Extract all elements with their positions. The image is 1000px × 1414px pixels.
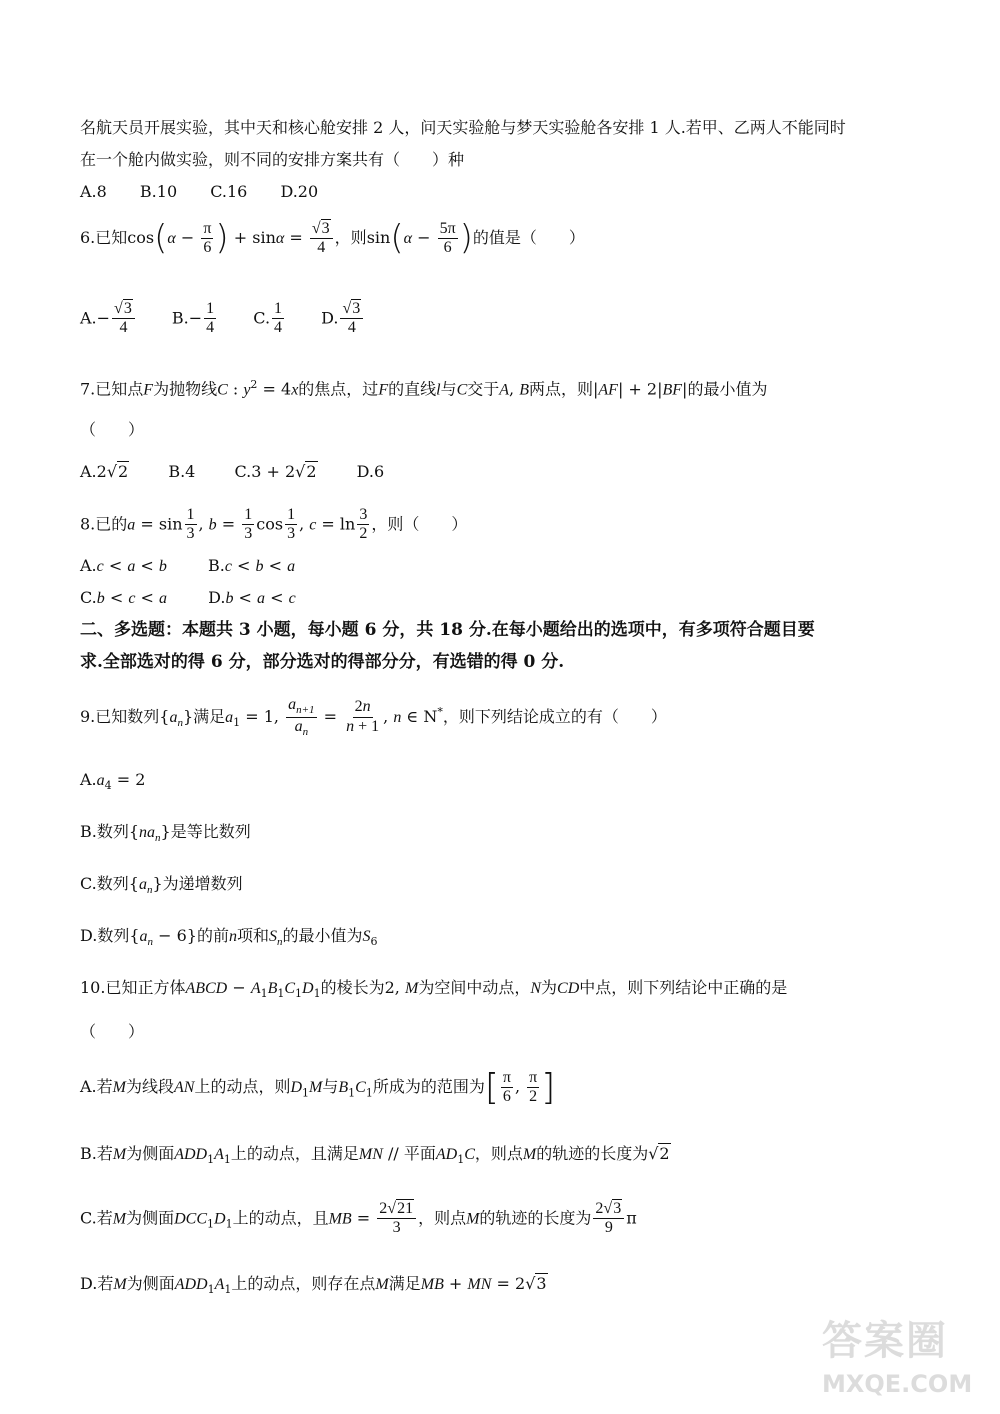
q9-option-c: C.数列$\{a_n\}$为递增数列: [80, 874, 243, 897]
q6-stem: 6.已知cos(α − $\frac{\pi}{6}$ ) + sinα = $\frac{√3}{4}$ ，则sin(α − $\frac{5\pi}{6}$ )的值是（ ）: [80, 218, 585, 258]
q7-option-c: C.3 + 2√2: [234, 462, 317, 481]
q10-option-d: D.若M为侧面$ADD_1A_1$上的动点，则存在点M满足MB + MN = 2√3: [80, 1274, 547, 1297]
q6-options: [80, 300, 365, 338]
section-heading-line2: 求.全部选对的得 6 分，部分选对的得部分分，有选错的得 0 分.: [80, 652, 565, 672]
q8-options-row1: [80, 556, 295, 576]
q8-stem: 8.已的a = sin $\frac{1}{3}$ , b = $\frac{1}{3}$ cos $\frac{1}{3}$ , c = ln $\frac{3}{2}$ ，则（ ）: [80, 506, 468, 543]
q5-option-a: A.8: [80, 182, 107, 201]
q5-options: [80, 182, 318, 201]
q9-option-a: $A.a_4 = 2$: [80, 770, 146, 793]
q7-options: [80, 462, 384, 481]
q10-stem: 10.已知正方体ABCD − $A_1B_1C_1D_1$的棱长为2, M为空间中动点，N为CD中点，则下列结论中正确的是: [80, 978, 788, 1001]
q5-line2: 在一个舱内做实验，则不同的安排方案共有（ ）种: [80, 150, 465, 169]
q7-paren: （ ）: [80, 420, 145, 439]
q10-option-c: C.若M为侧面$DCC_1D_1$上的动点，且MB = $\frac{2√21}{3}$ ，则点M的轨迹的长度为 $\frac{2√3}{9}$ π: [80, 1200, 637, 1237]
q5-option-d: D.20: [280, 182, 319, 201]
q8-option-a: A.c < a < b: [80, 556, 167, 575]
q5-option-c: C.16: [210, 182, 248, 201]
q8-options-row2: [80, 588, 296, 608]
watermark-text-bottom: MXQE.COM: [822, 1370, 973, 1398]
watermark-text-top: 答案圈: [822, 1318, 948, 1364]
q7-option-b: B.4: [168, 462, 196, 481]
section-heading-line1: 二、多选题：本题共 3 小题，每小题 6 分，共 18 分.在每小题给出的选项中，有多项符合题目要: [80, 620, 815, 640]
watermark-logo: [822, 1309, 982, 1404]
q6-option-c: C. $\frac{1}{4}$: [253, 300, 283, 337]
q8-option-c: C.b < c < a: [80, 588, 168, 607]
q5-option-b: B.10: [139, 182, 178, 201]
q9-option-d: D.数列$\{a_n - 6\}$的前n项和$S_n$的最小值为$S_6$: [80, 926, 378, 949]
q9-stem: 9.已知数列$\{a_n\}$满足$a_1 = 1$, $\frac{a_{n+1}}{a_n}$ = $\frac{2n}{n + 1}$ , n ∈ N*，则下列结论成立的有（ ）: [80, 696, 667, 739]
q10-option-b: B.若M为侧面$ADD_1A_1$上的动点，且满足MN // 平面$AD_1C$，则点M的轨迹的长度为√2: [80, 1144, 670, 1167]
q10-option-a: A.若M为线段AN上的动点，则$D_1M$与$B_1C_1$所成为的范围为[ $\frac{\pi}{6}$ , $\frac{\pi}{2}$ ]: [80, 1067, 556, 1108]
q5-line1: 名航天员开展实验，其中天和核心舱安排 2 人，问天实验舱与梦天实验舱各安排 1 人.若甲、乙两人不能同时: [80, 118, 846, 137]
q10-paren: （ ）: [80, 1022, 145, 1041]
q8-option-d: D.b < a < c: [208, 588, 296, 607]
q7-option-d: D.6: [356, 462, 385, 481]
q6-option-d: D. $\frac{√3}{4}$: [321, 300, 365, 338]
q6-option-b: B.− $\frac{1}{4}$: [171, 300, 215, 337]
q9-option-b: B.数列$\{na_n\}$是等比数列: [80, 822, 251, 845]
q8-option-b: B.c < b < a: [208, 556, 296, 575]
q6-option-a: A.− $\frac{√3}{4}$: [80, 300, 137, 338]
q7-stem: 7.已知点F为抛物线C : $y^2 = 4x$的焦点，过F的直线l与C交于A, B两点，则|AF| + 2|BF|的最小值为: [80, 378, 768, 399]
q7-option-a: A.2√2: [80, 462, 129, 481]
